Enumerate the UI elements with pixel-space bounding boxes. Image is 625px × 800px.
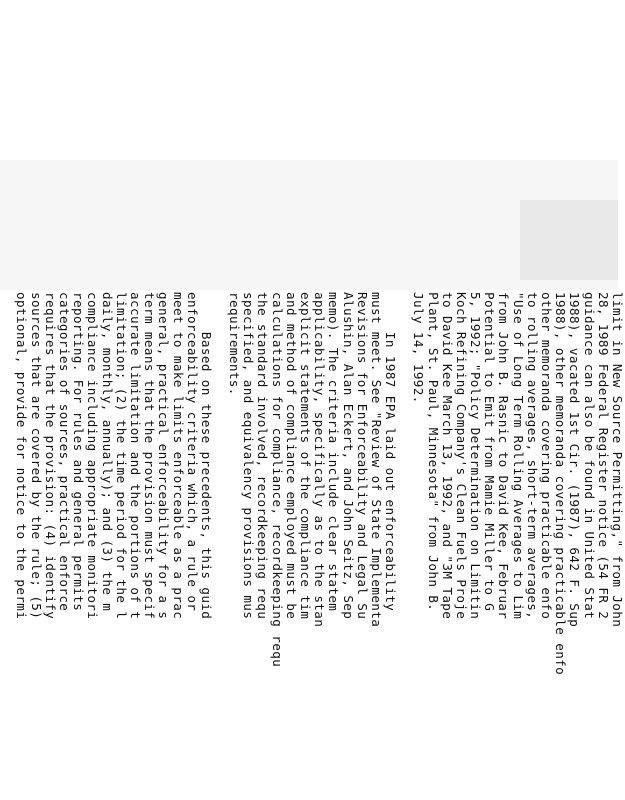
text-line: 1988), vacated 1st Cir. (1987), 642 F. Sup — [567, 292, 583, 628]
text-line: compliance including appropriate monitori — [85, 292, 101, 620]
text-line: categories of sources, practical enforce — [57, 292, 73, 612]
text-line: requires that the provision: (4) identify — [42, 292, 58, 620]
text-line: applicability, specifically as to the stan — [312, 292, 328, 628]
text-line: 1988), other memoranda covering practicable enfo — [553, 292, 569, 676]
text-line: from John B. Rasnic to David Kee, Februar — [496, 292, 512, 620]
text-line: requirements. — [227, 292, 243, 396]
text-line: meet to make limits enforceable as a prac — [170, 292, 186, 620]
text-line: limit in New Source Permitting," from John — [610, 292, 625, 628]
text-line: optional, provide for notice to the permi — [14, 292, 30, 620]
text-line: sources that are covered by the rule; (5) — [28, 292, 44, 620]
text-line: July 14, 1992. — [411, 292, 427, 404]
text-line: specified, and equivalency provisions mus — [241, 292, 257, 620]
text-line: Revisions for Enforceability and Legal Su — [354, 292, 370, 620]
text-line: the standard involved, recordkeeping requ — [255, 292, 271, 620]
text-line: daily, monthly, annually); and (3) the m — [99, 292, 115, 612]
text-line: accurate limitation and the portions of t — [128, 292, 143, 620]
text-line: term means that the provision must specif — [142, 292, 158, 620]
text-line: Potential to Emit from Mamie Miller to G — [482, 292, 498, 612]
text-line: In 1987 EPA laid out enforceability — [383, 292, 399, 612]
text-line: "Use of Long Term Rolling Averages to Lim — [510, 292, 526, 620]
text-line: reporting. For rules and general permits — [71, 292, 87, 612]
text-line: Based on these precedents, this guid — [198, 292, 214, 620]
text-line: explicit statements of the compliance tim — [298, 292, 314, 620]
text-line: memo). The criteria include clear statem — [326, 292, 342, 612]
paragraph-3 — [14, 292, 213, 800]
text-line: to David Kee March 13, 1992, and "3M Tape — [439, 292, 455, 620]
rotated-text-block — [14, 292, 625, 800]
text-line: general, practical enforceability for a s — [156, 292, 172, 620]
paragraph-1 — [411, 292, 624, 800]
text-line: 5, 1992; "Policy Determination on Limitin — [468, 292, 484, 620]
text-line: other memoranda covering practicable enfo — [539, 292, 555, 620]
text-line: to rolling averages, short-term averages, — [524, 292, 540, 620]
text-line: and method of compliance employed must be — [283, 292, 299, 620]
text-line: limitation; (2) the time period for the l — [113, 292, 129, 620]
text-line: 28, 1989 Federal Register notice (54 FR 2 — [595, 292, 611, 620]
text-line: Plant, St. Paul, Minnesota" from John B. — [425, 292, 441, 612]
text-line: Koch Refining Company's Clean Fuels Proje — [453, 292, 469, 620]
text-line: must meet. See "Review of State Implementa — [369, 292, 384, 628]
text-line: enforceability criteria which, a rule or — [184, 292, 200, 612]
text-line: calculations for compliance, recordkeeping requ — [269, 292, 285, 668]
paragraph-2 — [227, 292, 397, 800]
text-line: Alushin, Alan Eckert, and John Seitz, Sep — [340, 292, 356, 620]
text-line: guidance can also be found in United Stat — [581, 292, 597, 620]
scan-shadow-patch — [520, 200, 618, 280]
